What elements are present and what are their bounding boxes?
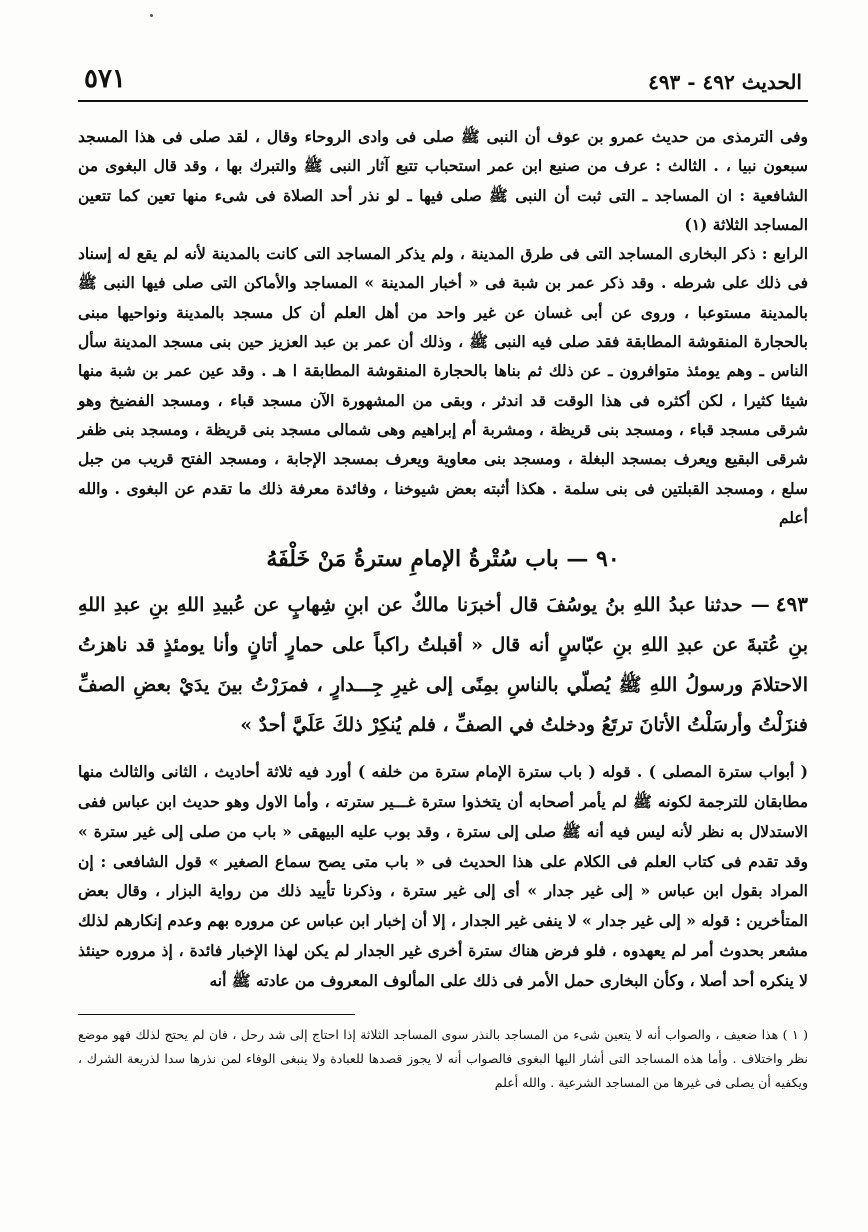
hadith-text: — حدثنا عبدُ اللهِ بنُ يوسُفَ قال أخبرَنا مالكٌ عن ابنِ شِهابٍ عن عُبيدِ اللهِ بنِ عبدِ اللهِ بنِ عُتبةَ عن عبدِ اللهِ بنِ عبّاسٍ أنه قال « أقبلتُ راكباً على حمارٍ أتانٍ وأنا يومئذٍ قد ناهزتُ الاحتلامَ ورسولُ اللهِ ﷺ يُصلّي بالناسِ بمِنًى إلى غيرِ جِـــدارٍ ، فمرَرْتُ بينَ يدَيْ بعضِ الصفِّ فنزَلْتُ وأرسَلْتُ الأتانَ ترتَعُ ودخلتُ في الصفِّ ، فلم يُنكِرْ ذلكَ عَلَيَّ أحدٌ »: [78, 594, 808, 737]
commentary-paragraph: وفى الترمذى من حديث عمرو بن عوف أن النبى ﷺ صلى فى وادى الروحاء وقال ، لقد صلى فى هذا المسجد سبعون نبيا ، . الثالث : عرف من صنيع ابن عمر استحباب تتبع آثار النبى ﷺ والتبرك بها ، وقد قال البغوى من الشافعية : ان المساجد ـ التى ثبت أن النبى ﷺ صلى فيها ـ لو نذر أحد الصلاة فى شىء منها تعين كما تتعين المساجد الثلاثة (١): [78, 127, 808, 234]
commentary-block: [78, 122, 808, 532]
explanation-paragraph: ( أبواب سترة المصلى ) . قوله ( باب سترة الإمام سترة من خلفه ) أورد فيه ثلاثة أحاديث ، الثانى والثالث منها مطابقان للترجمة لكونه ﷺ لم يأمر أصحابه أن يتخذوا سترة غـــير سترته ، وأما الاول وهو حديث ابن عباس ففى الاستدلال به نظر لأنه ليس فيه أنه ﷺ صلى إلى سترة ، وقد بوب عليه البيهقى « باب من صلى إلى غير سترة » وقد تقدم فى كتاب العلم فى الكلام على هذا الحديث فى « باب متى يصح سماع الصغير » قول الشافعى : إن المراد بقول ابن عباس « إلى غير جدار » أى إلى غير سترة ، وذكرنا تأييد ذلك من رواية البزار ، وقال بعض المتأخرين : قوله « إلى غير جدار » لا ينفى غير الجدار ، إلا أن إخبار ابن عباس عن مروره بهم وعدم إنكارهم لذلك مشعر بحدوث أمر لم يعهدوه ، فلو فرض هناك سترة أخرى غير الجدار لم يكن لهذا الإخبار فائدة ، إذ مروره حينئذ لا ينكره أحد أصلا ، وكأن البخارى حمل الأمر فى ذلك على المألوف المعروف من عادته ﷺ أنه: [78, 762, 809, 990]
footnote-text: ( ١ ) هذا ضعيف ، والصواب أنه لا يتعين شىء من المساجد بالنذر سوى المساجد الثلاثة إذا احتاج إلى شد رحل ، فان لم يحتج لذلك فهو موضع نظر واختلاف . وأما هذه المساجد التى أشار اليها البغوى فالصواب أنه لا يجوز قصدها للعبادة ولا ينبغى الوفاء لمن نذرها سدا لذريعة الشرك ، ويكفيه أن يصلى فى غيرها من المساجد الشرعية . والله أعلم: [78, 1026, 808, 1090]
hadith-block: [78, 584, 808, 745]
running-title: الحديث ٤٩٢ - ٤٩٣: [648, 70, 802, 94]
hadith-paragraph: [78, 584, 808, 745]
page-header: [78, 50, 808, 102]
footnote-divider: [78, 1014, 355, 1015]
chapter-heading: ٩٠ — باب سُتْرةُ الإمامِ سترةُ مَنْ خَلْفَهُ: [266, 546, 620, 573]
book-page: [78, 50, 808, 1095]
hadith-number: ٤٩٣: [775, 592, 808, 617]
commentary-paragraph: الرابع : ذكر البخارى المساجد التى فى طرق المدينة ، ولم يذكر المساجد التى كانت بالمدينة لأنه لم يقع له إسناد فى ذلك على شرطه . وقد ذكر عمر بن شبة فى « أخبار المدينة » المساجد والأماكن التى صلى فيها النبى ﷺ بالمدينة مستوعبا ، وروى عن أبى غسان عن غير واحد من أهل العلم أن كل مسجد بالمدينة ونواحيها مبنى بالحجارة المنقوشة المطابقة فقد صلى فيه النبى ﷺ ، وذلك أن عمر بن عبد العزيز حين بنى مسجد المدينة سأل الناس ـ وهم يومئذ متوافرون ـ عن ذلك ثم بناها بالحجارة المنقوشة المطابقة ا هـ . وقد عين عمر بن شبة منها شيئا كثيرا ، لكن أكثره فى هذا الوقت قد اندثر ، وبقى من المشهورة الآن مسجد قباء ، ومسجد الفضيخ وهو شرقى مسجد قباء ، ومسجد بنى قريظة ، ومشربة أم إبراهيم وهى شمالى مسجد بنى قريظة ، ومسجد بنى ظفر شرقى البقيع ويعرف بمسجد البغلة ، ومسجد بنى معاوية ويعرف بمسجد الإجابة ، ومسجد الفتح قريب من جبل سلع ، ومسجد القبلتين فى بنى سلمة . هكذا أثبته بعض شيوخنا ، وفائدة معرفة ذلك ما تقدم عن البغوى . والله أعلم: [78, 244, 809, 527]
scan-speck: [150, 14, 153, 17]
footnote: [78, 1023, 808, 1095]
explanation-block: [78, 757, 808, 995]
page-number: ٥٧١: [84, 64, 126, 94]
